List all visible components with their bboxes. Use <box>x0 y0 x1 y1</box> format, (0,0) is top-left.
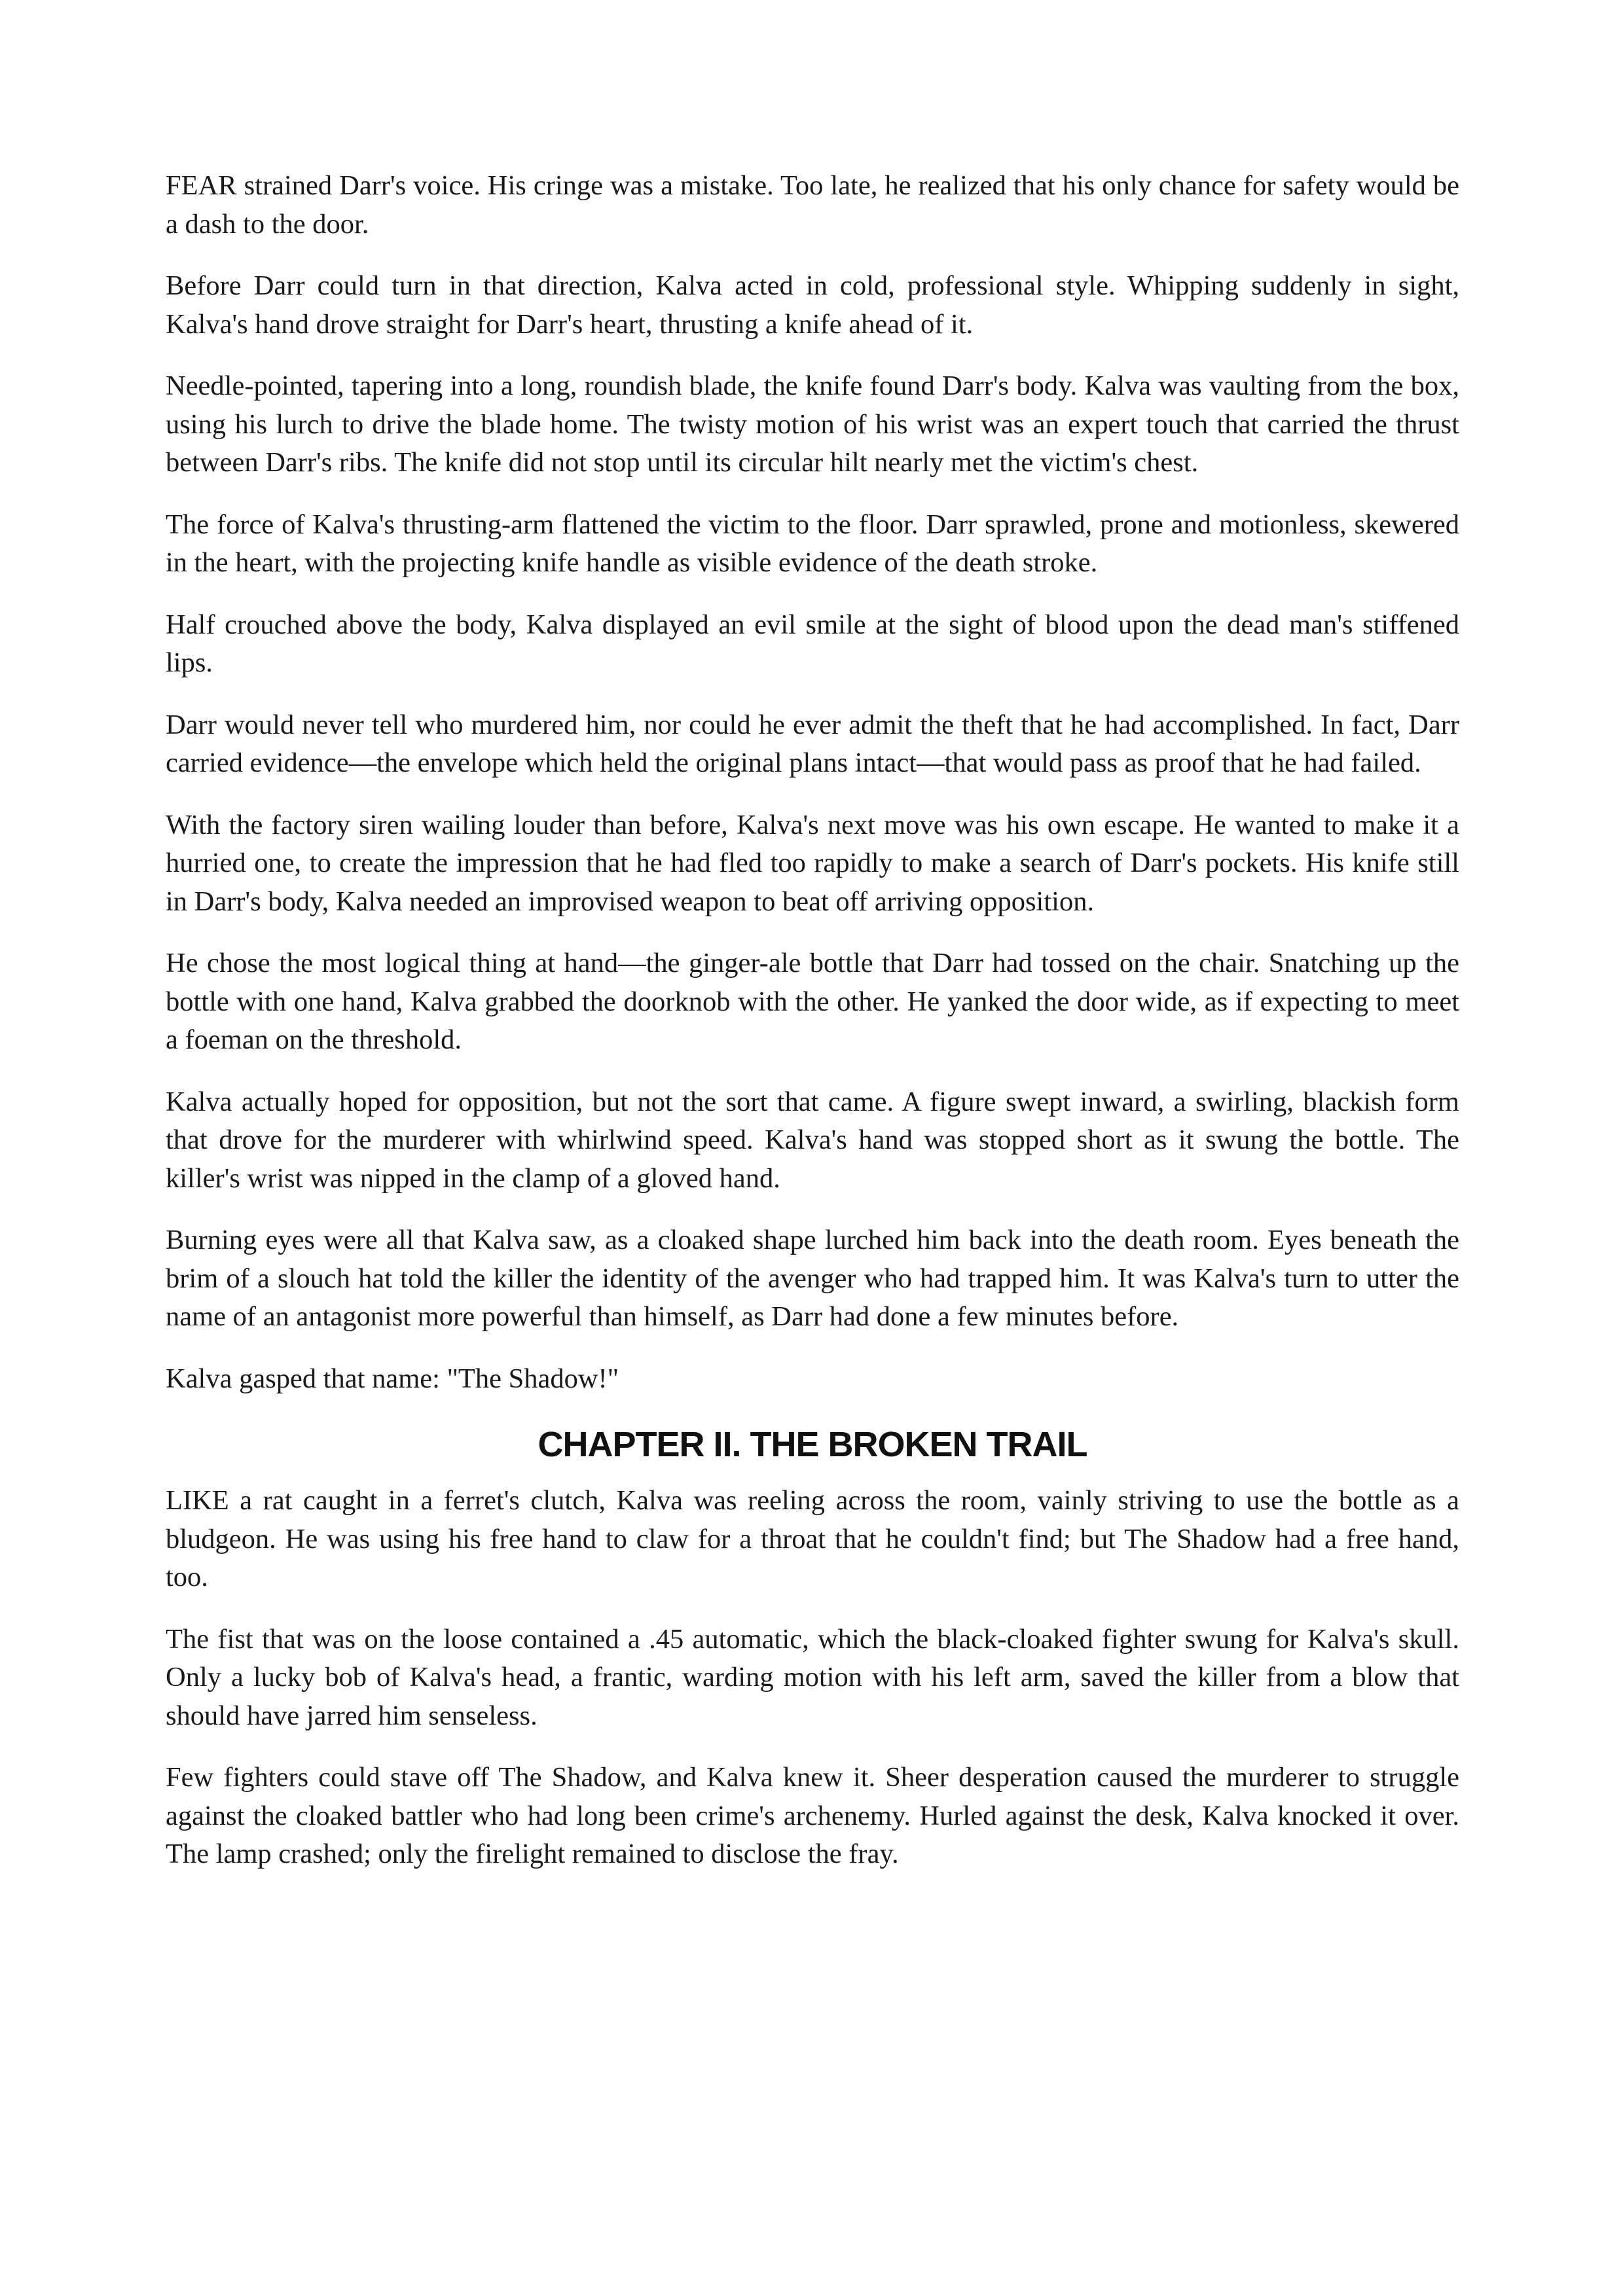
paragraph: Kalva gasped that name: "The Shadow!" <box>166 1363 619 1394</box>
paragraph: Darr would never tell who murdered him, nor could he ever admit the theft that he had accomplished. In fact, Darr carried evidence—the envelope which held the original plans intact—that would pass as proof that he had failed. <box>166 709 1459 778</box>
paragraph: FEAR strained Darr's voice. His cringe was a mistake. Too late, he realized that his only chance for safety would be a dash to the door. <box>166 170 1459 240</box>
paragraph: The fist that was on the loose contained a .45 automatic, which the black-cloaked fighter swung for Kalva's skull. Only a lucky bob of Kalva's head, a frantic, warding motion with his left arm, saved the killer from a blow that should have jarred him senseless. <box>166 1623 1459 1731</box>
paragraph: With the factory siren wailing louder than before, Kalva's next move was his own escape. He wanted to make it a hurried one, to create the impression that he had fled too rapidly to make a search of Darr's pockets. His knife still in Darr's body, Kalva needed an improvised weapon to beat off arriving opposition. <box>166 809 1459 917</box>
paragraph: Burning eyes were all that Kalva saw, as a cloaked shape lurched him back into the death room. Eyes beneath the brim of a slouch hat told the killer the identity of the avenger who had trapped him. It was Kalva's turn to utter the name of an antagonist more powerful than himself, as Darr had done a few minutes before. <box>166 1225 1459 1332</box>
paragraph: Needle-pointed, tapering into a long, roundish blade, the knife found Darr's body. Kalva was vaulting from the box, using his lurch to drive the blade home. The twisty motion of his wrist was an expert touch that carried the thrust between Darr's ribs. The knife did not stop until its circular hilt nearly met the victim's chest. <box>166 370 1459 478</box>
paragraph: The force of Kalva's thrusting-arm flattened the victim to the floor. Darr sprawled, prone and motionless, skewered in the heart, with the projecting knife handle as visible evidence of the death stroke. <box>166 509 1459 578</box>
paragraph: Few fighters could stave off The Shadow, and Kalva knew it. Sheer desperation caused the murderer to struggle against the cloaked battler who had long been crime's archenemy. Hurled against the desk, Kalva knocked it over. The lamp crashed; only the firelight remained to disclose the fray. <box>166 1762 1459 1869</box>
paragraph: Kalva actually hoped for opposition, but not the sort that came. A figure swept inward, a swirling, blackish form that drove for the murderer with whirlwind speed. Kalva's hand was stopped short as it swung the bottle. The killer's wrist was nipped in the clamp of a gloved hand. <box>166 1086 1459 1194</box>
paragraph: Before Darr could turn in that direction, Kalva acted in cold, professional style. Whipping suddenly in sight, Kalva's hand drove straight for Darr's heart, thrusting a knife ahead of it. <box>166 270 1459 340</box>
paragraph: Half crouched above the body, Kalva displayed an evil smile at the sight of blood upon the dead man's stiffened lips. <box>166 609 1459 678</box>
paragraph: He chose the most logical thing at hand—the ginger-ale bottle that Darr had tossed on the chair. Snatching up the bottle with one hand, Kalva grabbed the doorknob with the other. He yanked the door wide, as if expecting to meet a foeman on the threshold. <box>166 948 1459 1055</box>
chapter-heading: CHAPTER II. THE BROKEN TRAIL <box>538 1425 1087 1464</box>
document-page <box>166 167 1459 1897</box>
paragraph: LIKE a rat caught in a ferret's clutch, Kalva was reeling across the room, vainly striving to use the bottle as a bludgeon. He was using his free hand to claw for a throat that he couldn't find; but The Shadow had a free hand, too. <box>166 1485 1459 1592</box>
